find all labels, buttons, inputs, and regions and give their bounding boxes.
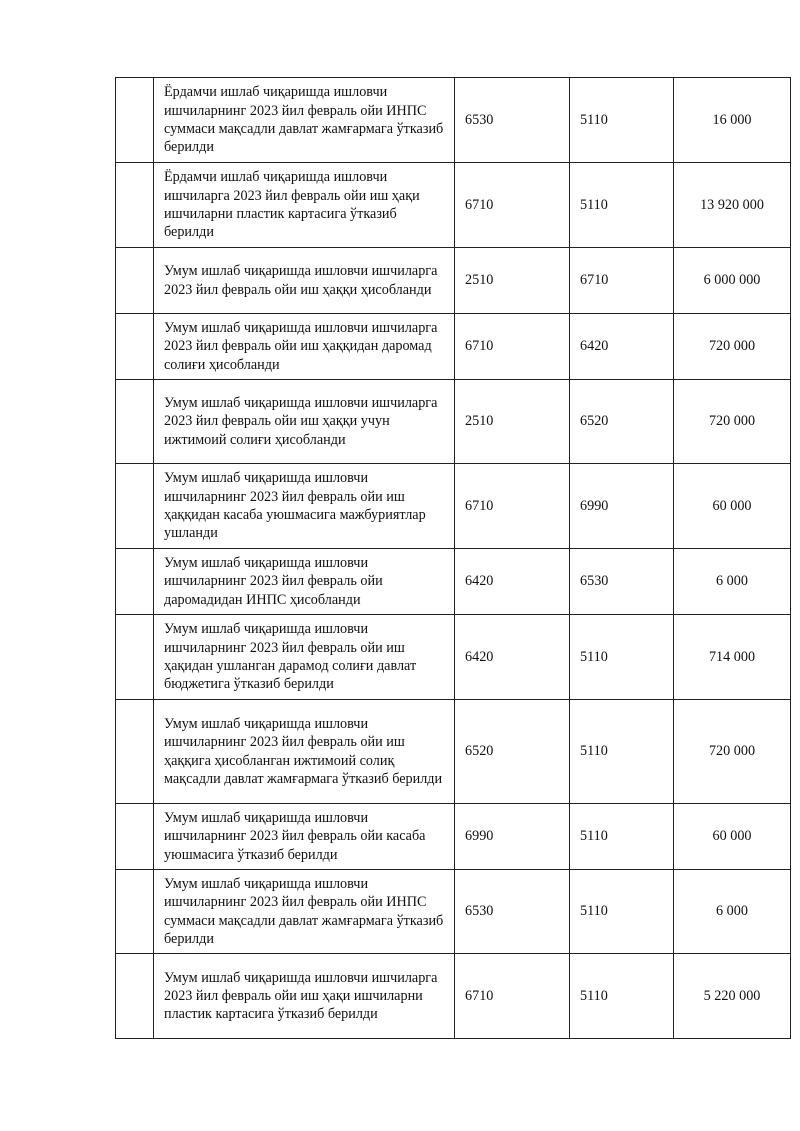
description-cell [154, 163, 455, 248]
row-number-cell [116, 464, 154, 549]
operation-description: Ёрдамчи ишлаб чиқаришда ишловчи ишчиларнинг 2023 йил февраль ойи ИНПС суммаси мақсадли давлат жамғармага ўтказиб берилди [164, 84, 444, 156]
debit-account-cell: 6420 [455, 615, 570, 700]
credit-account-cell: 5110 [570, 78, 674, 163]
credit-account-cell: 6990 [570, 464, 674, 549]
debit-account-cell: 6990 [455, 804, 570, 870]
operation-description: Ёрдамчи ишлаб чиқаришда ишловчи ишчиларга 2023 йил февраль ойи иш ҳақи ишчиларни пластик картасига ўтказиб берилди [164, 169, 420, 241]
table-row [116, 615, 791, 700]
debit-account-cell: 6710 [455, 464, 570, 549]
amount-cell: 16 000 [674, 78, 791, 163]
amount-cell: 5 220 000 [674, 954, 791, 1039]
description-cell [154, 700, 455, 804]
amount-cell: 13 920 000 [674, 163, 791, 248]
credit-account-cell: 6710 [570, 248, 674, 314]
row-number-cell [116, 804, 154, 870]
operation-description: Умум ишлаб чиқаришда ишловчи ишчиларнинг 2023 йил февраль ойи даромадидан ИНПС ҳисобланди [164, 555, 383, 608]
table-row [116, 380, 791, 464]
table-row [116, 804, 791, 870]
table-row [116, 248, 791, 314]
amount-cell: 720 000 [674, 700, 791, 804]
operation-description: Умум ишлаб чиқаришда ишловчи ишчиларга 2023 йил февраль ойи иш ҳаққидан даромад солиғи ҳисобланди [164, 320, 438, 373]
description-cell [154, 464, 455, 549]
debit-account-cell: 6530 [455, 870, 570, 954]
table-row [116, 700, 791, 804]
credit-account-cell: 6420 [570, 314, 674, 380]
amount-cell: 6 000 [674, 870, 791, 954]
operation-description: Умум ишлаб чиқаришда ишловчи ишчиларга 2023 йил февраль ойи иш ҳақи ишчиларни пластик картасига ўтказиб берилди [164, 969, 438, 1023]
operation-description: Умум ишлаб чиқаришда ишловчи ишчиларга 2023 йил февраль ойи иш ҳаққи учун ижтимоий солиғи ҳисобланди [164, 395, 438, 448]
row-number-cell [116, 248, 154, 314]
row-number-cell [116, 700, 154, 804]
description-cell [154, 78, 455, 163]
description-cell [154, 549, 455, 615]
description-cell [154, 380, 455, 464]
table-row [116, 314, 791, 380]
credit-account-cell: 5110 [570, 870, 674, 954]
description-cell [154, 248, 455, 314]
operation-description: Умум ишлаб чиқаришда ишловчи ишчиларнинг 2023 йил февраль ойи иш ҳаққидан касаба уюшмасига мажбуриятлар ушланди [164, 470, 426, 542]
debit-account-cell: 6710 [455, 314, 570, 380]
amount-cell: 714 000 [674, 615, 791, 700]
operation-description: Умум ишлаб чиқаришда ишловчи ишчиларга 2023 йил февраль ойи иш ҳаққи ҳисобланди [164, 263, 438, 298]
table-row [116, 549, 791, 615]
debit-account-cell: 6420 [455, 549, 570, 615]
amount-cell: 720 000 [674, 314, 791, 380]
table-row [116, 464, 791, 549]
credit-account-cell: 5110 [570, 163, 674, 248]
amount-cell: 6 000 [674, 549, 791, 615]
row-number-cell [116, 380, 154, 464]
description-cell [154, 804, 455, 870]
table-row [116, 954, 791, 1039]
credit-account-cell: 6520 [570, 380, 674, 464]
amount-cell: 60 000 [674, 804, 791, 870]
credit-account-cell: 5110 [570, 700, 674, 804]
description-cell [154, 615, 455, 700]
description-cell [154, 314, 455, 380]
credit-account-cell: 6530 [570, 549, 674, 615]
row-number-cell [116, 549, 154, 615]
debit-account-cell: 6520 [455, 700, 570, 804]
table-row [116, 163, 791, 248]
amount-cell: 6 000 000 [674, 248, 791, 314]
debit-account-cell: 2510 [455, 248, 570, 314]
row-number-cell [116, 870, 154, 954]
row-number-cell [116, 163, 154, 248]
operation-description: Умум ишлаб чиқаришда ишловчи ишчиларнинг 2023 йил февраль ойи касаба уюшмасига ўтказиб берилди [164, 810, 426, 863]
credit-account-cell: 5110 [570, 804, 674, 870]
row-number-cell [116, 314, 154, 380]
debit-account-cell: 6530 [455, 78, 570, 163]
description-cell [154, 954, 455, 1039]
table-row [116, 78, 791, 163]
amount-cell: 720 000 [674, 380, 791, 464]
credit-account-cell: 5110 [570, 615, 674, 700]
credit-account-cell: 5110 [570, 954, 674, 1039]
debit-account-cell: 6710 [455, 954, 570, 1039]
journal-entries-table [115, 77, 791, 1039]
table-row [116, 870, 791, 954]
operation-description: Умум ишлаб чиқаришда ишловчи ишчиларнинг 2023 йил февраль ойи иш ҳақидан ушланган дарамод солиғи давлат бюджетига ўтказиб берилди [164, 621, 417, 693]
amount-cell: 60 000 [674, 464, 791, 549]
row-number-cell [116, 615, 154, 700]
operation-description: Умум ишлаб чиқаришда ишловчи ишчиларнинг 2023 йил февраль ойи иш ҳаққига ҳисобланган ижтимоий солиқ мақсадли давлат жамғармага ўтказиб берилди [164, 715, 443, 787]
row-number-cell [116, 78, 154, 163]
row-number-cell [116, 954, 154, 1039]
operation-description: Умум ишлаб чиқаришда ишловчи ишчиларнинг 2023 йил февраль ойи ИНПС суммаси мақсадли давлат жамғармага ўтказиб берилди [164, 875, 444, 947]
debit-account-cell: 6710 [455, 163, 570, 248]
description-cell [154, 870, 455, 954]
debit-account-cell: 2510 [455, 380, 570, 464]
